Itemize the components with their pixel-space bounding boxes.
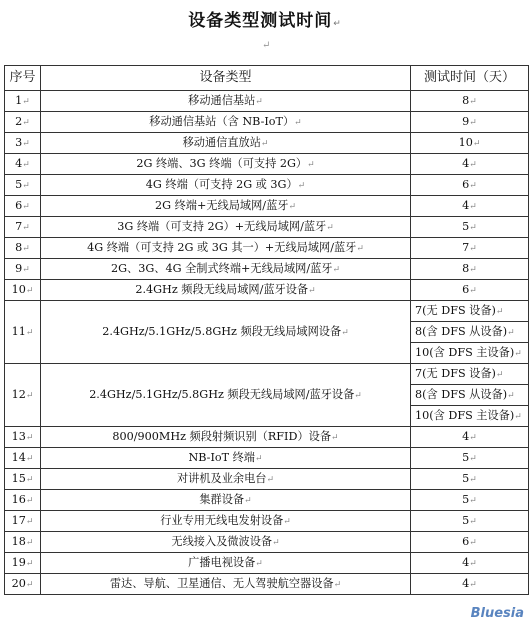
paragraph-mark-icon: ↵ <box>22 96 30 107</box>
header-no: 序号 <box>5 66 41 91</box>
table-row <box>5 364 529 385</box>
table-row <box>5 553 529 574</box>
row-number-text: 18 <box>11 534 26 548</box>
test-time-cell <box>411 217 529 238</box>
paragraph-mark-icon: ↵ <box>22 243 30 254</box>
test-time-cell-text: 10(含 DFS 主设备) <box>415 408 515 422</box>
device-type-cell-text: 2.4GHz/5.1GHz/5.8GHz 频段无线局域网设备 <box>102 324 342 338</box>
paragraph-mark-icon: ↵ <box>22 222 30 233</box>
paragraph-mark-icon: ↵ <box>25 516 34 527</box>
row-number <box>5 280 41 301</box>
paragraph-mark-icon: ↵ <box>25 474 34 485</box>
device-type-cell <box>41 238 411 259</box>
row-number-text: 14 <box>11 450 26 464</box>
test-time-cell <box>411 469 529 490</box>
test-time-cell-text: 7(无 DFS 设备) <box>415 303 496 317</box>
paragraph-mark-icon: ↵ <box>469 264 477 275</box>
paragraph-mark-icon: ↵ <box>288 201 296 212</box>
row-number-text: 11 <box>11 324 26 338</box>
paragraph-mark-icon: ↵ <box>469 222 477 233</box>
row-number-text: 13 <box>11 429 26 443</box>
header-test-time: 测试时间（天） <box>411 66 529 91</box>
device-type-cell-text: 2G、3G、4G 全制式终端+无线局域网/蓝牙 <box>110 261 333 275</box>
paragraph-mark-icon: ↵ <box>469 474 477 485</box>
paragraph-mark-icon: ↵ <box>469 537 477 548</box>
paragraph-mark-icon: ↵ <box>255 96 263 107</box>
device-type-cell <box>41 259 411 280</box>
paragraph-mark-icon: ↵ <box>25 390 34 401</box>
paragraph-mark-icon: ↵ <box>514 348 522 359</box>
test-time-cell-text: 9 <box>462 114 470 128</box>
paragraph-mark-icon: ↵ <box>25 537 34 548</box>
test-time-cell-text: 5 <box>462 450 470 464</box>
test-time-cell-text: 6 <box>462 177 470 191</box>
paragraph-mark-icon: ↵ <box>25 327 34 338</box>
row-number-text: 5 <box>15 177 23 191</box>
paragraph-mark-icon: ↵ <box>244 495 252 506</box>
test-time-cell <box>411 532 529 553</box>
device-type-cell-text: 2G 终端、3G 终端（可支持 2G） <box>136 156 308 170</box>
row-number <box>5 196 41 217</box>
device-type-cell <box>41 490 411 511</box>
paragraph-mark-icon: ↵ <box>507 390 515 401</box>
device-type-cell <box>41 196 411 217</box>
device-type-cell-text: 3G 终端（可支持 2G）+无线局域网/蓝牙 <box>117 219 327 233</box>
paragraph-mark-icon: ↵ <box>341 327 349 338</box>
paragraph-mark-icon: ↵ <box>25 558 34 569</box>
row-number <box>5 490 41 511</box>
paragraph-mark-icon: ↵ <box>469 96 477 107</box>
test-time-cell <box>411 196 529 217</box>
test-time-cell <box>411 385 529 406</box>
page-title: 设备类型测试时间↵ <box>188 11 342 31</box>
paragraph-mark-icon: ↵ <box>297 180 306 191</box>
row-number-text: 4 <box>15 156 23 170</box>
paragraph-mark-icon: ↵ <box>472 138 481 149</box>
device-type-cell <box>41 112 411 133</box>
paragraph-mark-icon: ↵ <box>22 159 30 170</box>
row-number <box>5 364 41 427</box>
paragraph-mark-icon: ↵ <box>22 138 30 149</box>
row-number-text: 6 <box>15 198 23 212</box>
device-type-cell-text: 移动通信基站（含 NB-IoT） <box>149 114 295 128</box>
device-type-cell-text: 广播电视设备 <box>188 555 256 569</box>
paragraph-mark-icon: ↵ <box>307 159 315 170</box>
paragraph-mark-icon: ↵ <box>469 180 477 191</box>
device-type-cell-text: 行业专用无线电发射设备 <box>160 513 284 527</box>
test-time-cell <box>411 133 529 154</box>
device-type-cell <box>41 553 411 574</box>
table-row <box>5 112 529 133</box>
row-number <box>5 427 41 448</box>
table-row <box>5 301 529 322</box>
test-time-cell <box>411 406 529 427</box>
table-row <box>5 532 529 553</box>
test-time-cell-text: 7(无 DFS 设备) <box>415 366 496 380</box>
test-time-cell <box>411 238 529 259</box>
row-number-text: 16 <box>11 492 26 506</box>
paragraph-mark-icon: ↵ <box>469 201 477 212</box>
test-time-cell <box>411 574 529 595</box>
test-time-cell-text: 10 <box>458 135 473 149</box>
device-type-cell <box>41 280 411 301</box>
row-number <box>5 133 41 154</box>
table-row <box>5 427 529 448</box>
device-type-cell <box>41 91 411 112</box>
paragraph-mark-icon: ↵ <box>469 159 477 170</box>
row-number-text: 17 <box>11 513 26 527</box>
row-number-text: 9 <box>15 261 23 275</box>
paragraph-mark-icon: ↵ <box>469 432 477 443</box>
row-number <box>5 553 41 574</box>
device-type-cell-text: 4G 终端（可支持 2G 或 3G 其一）+无线局域网/蓝牙 <box>87 240 357 254</box>
paragraph-mark-icon: ↵ <box>469 516 477 527</box>
device-type-cell <box>41 301 411 364</box>
paragraph-mark-icon: ↵ <box>469 453 477 464</box>
device-type-cell-text: 雷达、导航、卫星通信、无人驾驶航空器设备 <box>109 576 334 590</box>
row-number-text: 7 <box>15 219 23 233</box>
paragraph-mark-icon: ↵ <box>495 306 504 317</box>
test-time-cell-text: 5 <box>462 471 470 485</box>
device-type-cell <box>41 364 411 427</box>
row-number <box>5 112 41 133</box>
test-time-cell <box>411 91 529 112</box>
table-row <box>5 574 529 595</box>
device-type-cell <box>41 532 411 553</box>
device-type-cell <box>41 469 411 490</box>
paragraph-mark-icon: ↵ <box>495 369 504 380</box>
test-time-cell-text: 6 <box>462 534 470 548</box>
device-type-cell <box>41 511 411 532</box>
test-time-cell <box>411 175 529 196</box>
paragraph-mark-icon: ↵ <box>262 40 271 51</box>
test-time-cell <box>411 112 529 133</box>
device-type-cell <box>41 217 411 238</box>
paragraph-mark-icon: ↵ <box>266 474 275 485</box>
paragraph-mark-icon: ↵ <box>354 390 362 401</box>
paragraph-mark-icon: ↵ <box>25 579 34 590</box>
device-test-time-table <box>4 65 529 595</box>
row-number <box>5 217 41 238</box>
test-time-cell-text: 8 <box>462 261 470 275</box>
table-row <box>5 133 529 154</box>
paragraph-mark-icon: ↵ <box>333 579 342 590</box>
paragraph-mark-icon: ↵ <box>283 516 291 527</box>
test-time-cell-text: 4 <box>462 198 470 212</box>
paragraph-mark-icon: ↵ <box>255 453 263 464</box>
test-time-cell <box>411 490 529 511</box>
paragraph-mark-icon: ↵ <box>514 411 522 422</box>
row-number <box>5 469 41 490</box>
test-time-cell-text: 4 <box>462 429 470 443</box>
test-time-cell <box>411 364 529 385</box>
paragraph-mark-icon: ↵ <box>469 495 477 506</box>
device-type-cell-text: 2.4GHz/5.1GHz/5.8GHz 频段无线局域网/蓝牙设备 <box>89 387 355 401</box>
paragraph-mark-icon: ↵ <box>260 138 269 149</box>
paragraph-mark-icon: ↵ <box>331 432 339 443</box>
row-number-text: 10 <box>11 282 26 296</box>
table-row <box>5 490 529 511</box>
device-type-cell <box>41 154 411 175</box>
table-row <box>5 511 529 532</box>
test-time-cell <box>411 154 529 175</box>
test-time-cell-text: 8(含 DFS 从设备) <box>415 324 508 338</box>
test-time-cell-text: 5 <box>462 219 470 233</box>
test-time-cell-text: 7 <box>462 240 470 254</box>
table-row <box>5 448 529 469</box>
table-row <box>5 469 529 490</box>
table-row <box>5 280 529 301</box>
test-time-cell-text: 6 <box>462 282 470 296</box>
table-row <box>5 238 529 259</box>
paragraph-mark-icon: ↵ <box>469 117 477 128</box>
table-row <box>5 196 529 217</box>
paragraph-mark-icon: ↵ <box>507 327 515 338</box>
paragraph-mark-icon: ↵ <box>326 222 334 233</box>
table-row <box>5 91 529 112</box>
paragraph-mark-icon: ↵ <box>469 243 477 254</box>
device-type-cell <box>41 133 411 154</box>
row-number <box>5 154 41 175</box>
test-time-cell <box>411 322 529 343</box>
test-time-cell <box>411 259 529 280</box>
device-type-cell-text: 2.4GHz 频段无线局域网/蓝牙设备 <box>135 282 309 296</box>
test-time-cell <box>411 511 529 532</box>
device-type-cell <box>41 448 411 469</box>
test-time-cell <box>411 448 529 469</box>
paragraph-mark-icon: ↵ <box>469 558 477 569</box>
row-number-text: 20 <box>11 576 26 590</box>
row-number-text: 15 <box>11 471 26 485</box>
device-type-cell <box>41 574 411 595</box>
row-number <box>5 238 41 259</box>
device-type-cell-text: 对讲机及业余电台 <box>176 471 267 485</box>
test-time-cell <box>411 427 529 448</box>
paragraph-mark-icon: ↵ <box>332 264 341 275</box>
paragraph-mark-icon: ↵ <box>22 180 30 191</box>
device-type-cell-text: 800/900MHz 频段射频识别（RFID）设备 <box>112 429 332 443</box>
device-type-cell-text: 移动通信直放站 <box>182 135 261 149</box>
test-time-cell <box>411 301 529 322</box>
device-type-cell-text: 4G 终端（可支持 2G 或 3G） <box>145 177 298 191</box>
paragraph-mark-icon: ↵ <box>255 558 263 569</box>
paragraph-mark-icon: ↵ <box>272 537 280 548</box>
device-type-cell <box>41 175 411 196</box>
device-type-cell-text: NB-IoT 终端 <box>188 450 255 464</box>
header-device-type: 设备类型 <box>41 66 411 91</box>
table-row <box>5 217 529 238</box>
row-number <box>5 301 41 364</box>
test-time-cell-text: 8 <box>462 93 470 107</box>
test-time-cell-text: 4 <box>462 576 470 590</box>
paragraph-mark-icon: ↵ <box>25 453 34 464</box>
row-number <box>5 259 41 280</box>
row-number-text: 12 <box>11 387 26 401</box>
table-row <box>5 175 529 196</box>
device-type-cell-text: 集群设备 <box>199 492 245 506</box>
paragraph-mark-icon: ↵ <box>22 201 30 212</box>
paragraph-mark-icon: ↵ <box>25 495 34 506</box>
paragraph-mark-icon: ↵ <box>333 19 342 29</box>
row-number <box>5 532 41 553</box>
row-number <box>5 91 41 112</box>
test-time-cell-text: 8(含 DFS 从设备) <box>415 387 508 401</box>
test-time-cell <box>411 553 529 574</box>
paragraph-mark-icon: ↵ <box>22 264 30 275</box>
paragraph-mark-icon: ↵ <box>308 285 316 296</box>
row-number <box>5 175 41 196</box>
row-number-text: 2 <box>15 114 23 128</box>
table-row <box>5 154 529 175</box>
paragraph-mark-icon: ↵ <box>469 285 477 296</box>
table-header-row <box>5 66 529 91</box>
device-type-cell-text: 2G 终端+无线局域网/蓝牙 <box>155 198 289 212</box>
row-number <box>5 448 41 469</box>
test-time-cell <box>411 343 529 364</box>
table-row <box>5 259 529 280</box>
test-time-cell-text: 4 <box>462 555 470 569</box>
row-number-text: 8 <box>15 240 23 254</box>
test-time-cell-text: 10(含 DFS 主设备) <box>415 345 515 359</box>
paragraph-mark-icon: ↵ <box>25 285 34 296</box>
paragraph-mark-icon: ↵ <box>25 432 34 443</box>
row-number-text: 1 <box>15 93 23 107</box>
device-type-cell-text: 无线接入及微波设备 <box>171 534 273 548</box>
test-time-cell-text: 5 <box>462 492 470 506</box>
row-number <box>5 511 41 532</box>
paragraph-mark-icon: ↵ <box>294 117 302 128</box>
row-number-text: 19 <box>11 555 26 569</box>
row-number-text: 3 <box>15 135 23 149</box>
test-time-cell <box>411 280 529 301</box>
test-time-cell-text: 4 <box>462 156 470 170</box>
device-type-cell-text: 移动通信基站 <box>188 93 256 107</box>
test-time-cell-text: 5 <box>462 513 470 527</box>
paragraph-mark-icon: ↵ <box>22 117 30 128</box>
row-number <box>5 574 41 595</box>
paragraph-mark-icon: ↵ <box>469 579 477 590</box>
watermark-logo: Bluesia <box>470 606 524 621</box>
device-type-cell <box>41 427 411 448</box>
paragraph-mark-icon: ↵ <box>356 243 364 254</box>
